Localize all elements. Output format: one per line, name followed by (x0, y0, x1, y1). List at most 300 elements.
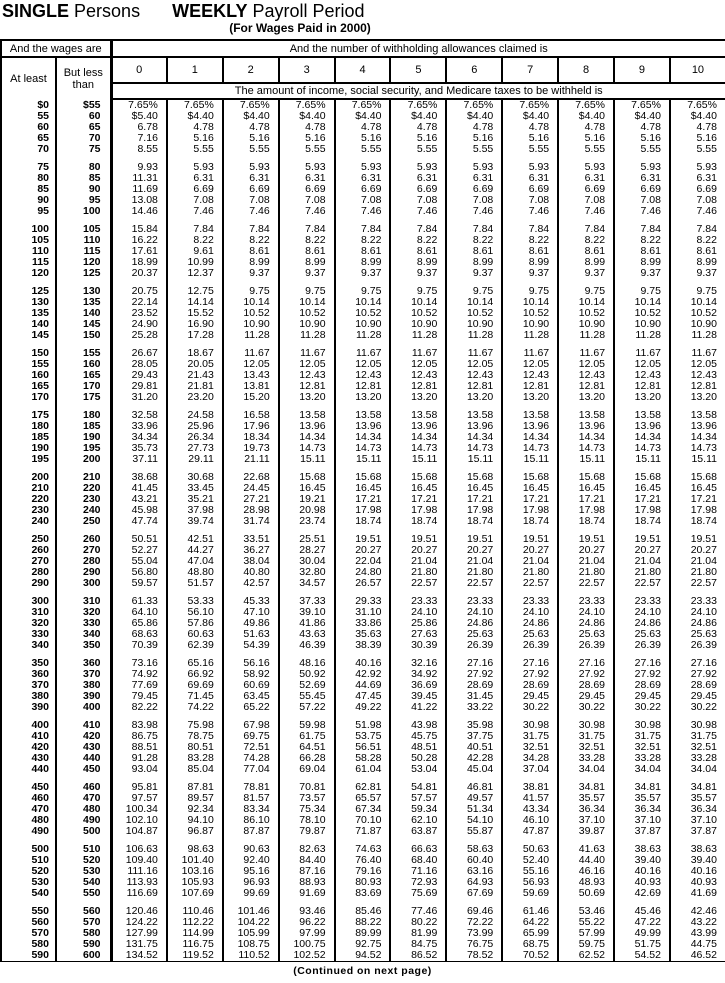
tax-value: 78.81 (223, 775, 279, 793)
tax-value: 13.58 (614, 403, 670, 421)
tax-value: 5.93 (167, 155, 223, 173)
tax-value: 76.75 (446, 939, 502, 950)
tax-value: 6.69 (446, 184, 502, 195)
wage-at-least: 200 (31, 471, 49, 483)
tax-value: 11.67 (279, 341, 335, 359)
wage-at-least: 320 (31, 618, 49, 629)
tax-value: 13.20 (446, 392, 502, 403)
tax-value: 59.69 (502, 888, 558, 899)
tax-value: 40.16 (335, 651, 391, 669)
table-row (1, 837, 725, 855)
tax-value: 93.04 (111, 764, 167, 775)
wage-but-less: 110 (56, 235, 111, 246)
table-row (1, 257, 725, 268)
tax-value: 26.39 (614, 640, 670, 651)
wage-but-less: 310 (56, 589, 111, 607)
tax-value: 19.51 (446, 527, 502, 545)
tax-value: 10.90 (390, 319, 446, 330)
tax-value: 9.75 (223, 279, 279, 297)
tax-value: 8.61 (446, 246, 502, 257)
tax-value: 92.34 (167, 804, 223, 815)
tax-value: 66.63 (390, 837, 446, 855)
tax-value: 50.69 (558, 888, 614, 899)
tax-value: 14.34 (558, 432, 614, 443)
tax-value: 73.99 (446, 928, 502, 939)
tax-value: 5.16 (279, 133, 335, 144)
wage-at-least: 185 (31, 432, 49, 443)
wage-at-least: 120 (31, 268, 49, 279)
tax-value: 30.22 (558, 702, 614, 713)
tax-value: 49.22 (335, 702, 391, 713)
tax-value: 13.58 (558, 403, 614, 421)
tax-value: 70.10 (335, 815, 391, 826)
table-row (1, 421, 725, 432)
title-weekly: WEEKLY (172, 1, 248, 21)
tax-value: 5.55 (335, 144, 391, 155)
tax-value: 6.69 (670, 184, 725, 195)
wage-but-less: 230 (56, 494, 111, 505)
tax-value: 11.28 (390, 330, 446, 341)
tax-value: 32.51 (670, 742, 725, 753)
tax-value: 13.81 (223, 381, 279, 392)
tax-value: 20.27 (670, 545, 725, 556)
wage-at-least: 190 (31, 443, 49, 454)
but-less-line2: than (72, 78, 94, 91)
tax-value: 26.67 (111, 341, 167, 359)
table-row (1, 545, 725, 556)
tax-value: 79.87 (279, 826, 335, 837)
tax-value: 59.57 (111, 578, 167, 589)
table-row (1, 297, 725, 308)
wage-but-less: 105 (56, 217, 111, 235)
tax-value: 102.52 (279, 950, 335, 962)
allowance-col-5: 5 (390, 57, 446, 83)
tax-value: 8.61 (390, 246, 446, 257)
tax-value: 88.93 (279, 877, 335, 888)
tax-value: 10.52 (502, 308, 558, 319)
but-less-than-label (56, 57, 111, 99)
tax-value: 6.69 (335, 184, 391, 195)
tax-value: 9.75 (335, 279, 391, 297)
tax-value: 8.61 (279, 246, 335, 257)
tax-value: 50.92 (279, 669, 335, 680)
wage-at-least: 580 (31, 939, 49, 950)
tax-value: 24.86 (670, 618, 725, 629)
tax-value: 22.57 (390, 578, 446, 589)
tax-value: 36.34 (614, 804, 670, 815)
table-row (1, 888, 725, 899)
tax-value: 15.11 (502, 454, 558, 465)
tax-value: 41.63 (558, 837, 614, 855)
tax-value: 27.16 (670, 651, 725, 669)
tax-value: 47.87 (502, 826, 558, 837)
wage-at-least: 310 (31, 607, 49, 618)
tax-value: 75.98 (167, 713, 223, 731)
tax-value: 46.81 (446, 775, 502, 793)
tax-value: 26.39 (558, 640, 614, 651)
allowance-col-6: 6 (446, 57, 502, 83)
tax-value: 13.58 (335, 403, 391, 421)
tax-value: 17.61 (111, 246, 167, 257)
wage-at-least: 470 (31, 804, 49, 815)
tax-value: 15.11 (614, 454, 670, 465)
wage-but-less: 520 (56, 855, 111, 866)
tax-value: 110.46 (167, 899, 223, 917)
tax-value: 34.28 (502, 753, 558, 764)
tax-value: 5.16 (390, 133, 446, 144)
tax-value: 10.52 (279, 308, 335, 319)
tax-value: 13.20 (335, 392, 391, 403)
tax-value: 10.90 (279, 319, 335, 330)
tax-value: 7.84 (446, 217, 502, 235)
table-row (1, 640, 725, 651)
allowance-col-10: 10 (670, 57, 725, 83)
tax-value: 51.75 (614, 939, 670, 950)
wage-at-least: 250 (31, 533, 49, 545)
tax-value: 4.78 (670, 122, 725, 133)
tax-value: 9.37 (614, 268, 670, 279)
tax-value: 9.37 (670, 268, 725, 279)
tax-value: 29.81 (111, 381, 167, 392)
tax-value: 102.10 (111, 815, 167, 826)
tax-value: 35.73 (111, 443, 167, 454)
tax-value: 7.84 (279, 217, 335, 235)
table-row (1, 939, 725, 950)
tax-value: 84.40 (279, 855, 335, 866)
tax-value: 69.04 (279, 764, 335, 775)
tax-value: 59.75 (558, 939, 614, 950)
allowance-col-7: 7 (502, 57, 558, 83)
tax-value: 44.27 (167, 545, 223, 556)
tax-value: 26.39 (670, 640, 725, 651)
tax-value: 19.51 (390, 527, 446, 545)
table-row (1, 775, 725, 793)
table-row (1, 826, 725, 837)
wage-but-less: 95 (56, 195, 111, 206)
tax-value: 6.31 (223, 173, 279, 184)
tax-value: 40.93 (670, 877, 725, 888)
tax-value: 13.96 (502, 421, 558, 432)
table-row (1, 793, 725, 804)
tax-value: 14.46 (111, 206, 167, 217)
tax-value: 107.69 (167, 888, 223, 899)
tax-value: 14.73 (335, 443, 391, 454)
tax-value: 17.96 (223, 421, 279, 432)
tax-value: 10.14 (670, 297, 725, 308)
wage-but-less: 140 (56, 308, 111, 319)
wage-but-less: 360 (56, 651, 111, 669)
tax-value: 67.34 (335, 804, 391, 815)
tax-value: 11.67 (446, 341, 502, 359)
tax-value: 19.51 (502, 527, 558, 545)
wage-but-less: 145 (56, 319, 111, 330)
tax-value: 14.73 (279, 443, 335, 454)
table-row (1, 505, 725, 516)
tax-value: 27.16 (614, 651, 670, 669)
tax-value: 124.22 (111, 917, 167, 928)
tax-value: 9.75 (614, 279, 670, 297)
table-row (1, 607, 725, 618)
wage-at-least: 90 (37, 195, 49, 206)
tax-value: 15.20 (223, 392, 279, 403)
tax-value: 50.51 (111, 527, 167, 545)
tax-value: 27.73 (167, 443, 223, 454)
wage-but-less: 155 (56, 341, 111, 359)
tax-value: 66.92 (167, 669, 223, 680)
tax-value: 32.58 (111, 403, 167, 421)
tax-value: 70.81 (279, 775, 335, 793)
wage-at-least: 155 (31, 359, 49, 370)
wage-at-least: 520 (31, 866, 49, 877)
tax-value: 56.93 (502, 877, 558, 888)
tax-value: 94.10 (167, 815, 223, 826)
tax-value: 71.87 (335, 826, 391, 837)
tax-value: 4.78 (614, 122, 670, 133)
tax-value: 4.78 (502, 122, 558, 133)
table-header (1, 40, 725, 99)
tax-value: 15.11 (279, 454, 335, 465)
subtitle-wages-paid: (For Wages Paid in 2000) (229, 21, 371, 35)
tax-value: 82.63 (279, 837, 335, 855)
tax-value: 8.22 (614, 235, 670, 246)
tax-value: 8.99 (558, 257, 614, 268)
tax-value: 22.57 (502, 578, 558, 589)
tax-value: 27.92 (446, 669, 502, 680)
tax-value: 70.52 (502, 950, 558, 962)
tax-value: 53.75 (335, 731, 391, 742)
wage-but-less: 290 (56, 567, 111, 578)
tax-value: 24.86 (614, 618, 670, 629)
tax-value: 29.43 (111, 370, 167, 381)
tax-value: 9.75 (279, 279, 335, 297)
wage-at-least: 340 (31, 640, 49, 651)
tax-value: 23.33 (390, 589, 446, 607)
tax-value: 88.22 (335, 917, 391, 928)
tax-value: 9.37 (335, 268, 391, 279)
tax-value: 35.98 (446, 713, 502, 731)
tax-value: 56.16 (223, 651, 279, 669)
tax-value: 9.75 (446, 279, 502, 297)
tax-value: 31.45 (446, 691, 502, 702)
tax-value: 95.16 (223, 866, 279, 877)
tax-value: 29.45 (502, 691, 558, 702)
tax-value: 19.51 (558, 527, 614, 545)
tax-value: 79.16 (335, 866, 391, 877)
tax-value: 46.10 (502, 815, 558, 826)
tax-value: 8.22 (223, 235, 279, 246)
tax-value: 12.05 (502, 359, 558, 370)
allowance-col-9: 9 (614, 57, 670, 83)
wage-but-less: 420 (56, 731, 111, 742)
tax-value: 134.52 (111, 950, 167, 962)
tax-value: 12.43 (335, 370, 391, 381)
tax-value: 32.51 (558, 742, 614, 753)
tax-value: 10.90 (335, 319, 391, 330)
wage-at-least: 165 (31, 381, 49, 392)
tax-value: 6.69 (502, 184, 558, 195)
wage-but-less: 60 (56, 111, 111, 122)
tax-value: 7.46 (670, 206, 725, 217)
tax-value: $4.40 (614, 111, 670, 122)
tax-value: 14.34 (502, 432, 558, 443)
tax-value: 5.93 (223, 155, 279, 173)
tax-value: 40.16 (614, 866, 670, 877)
tax-value: 43.22 (670, 917, 725, 928)
tax-value: 4.78 (335, 122, 391, 133)
tax-value: 12.05 (558, 359, 614, 370)
tax-value: 38.04 (223, 556, 279, 567)
tax-value: 76.40 (335, 855, 391, 866)
tax-value: 9.37 (223, 268, 279, 279)
tax-value: $4.40 (335, 111, 391, 122)
tax-value: 47.45 (335, 691, 391, 702)
tax-value: 23.33 (502, 589, 558, 607)
tax-value: 7.08 (670, 195, 725, 206)
tax-value: 127.99 (111, 928, 167, 939)
tax-value: 62.39 (167, 640, 223, 651)
tax-value: 6.31 (446, 173, 502, 184)
table-row (1, 483, 725, 494)
tax-value: 10.90 (614, 319, 670, 330)
header-top-row (1, 40, 725, 57)
tax-value: 39.45 (390, 691, 446, 702)
tax-value: 77.69 (111, 680, 167, 691)
title-payroll-period: Payroll Period (252, 1, 365, 21)
tax-value: 35.63 (335, 629, 391, 640)
wage-but-less: 85 (56, 173, 111, 184)
tax-value: 67.98 (223, 713, 279, 731)
tax-value: 86.10 (223, 815, 279, 826)
tax-value: 5.16 (223, 133, 279, 144)
tax-value: 12.81 (279, 381, 335, 392)
wage-but-less: 380 (56, 680, 111, 691)
tax-value: 35.21 (167, 494, 223, 505)
tax-value: 21.80 (614, 567, 670, 578)
tax-value: 30.68 (167, 465, 223, 483)
wage-at-least: 590 (31, 950, 49, 961)
tax-value: 6.31 (614, 173, 670, 184)
wage-but-less: 480 (56, 804, 111, 815)
wage-at-least: 75 (37, 161, 49, 173)
wage-at-least: 55 (37, 111, 49, 122)
tax-value: 9.37 (446, 268, 502, 279)
tax-value: 78.10 (279, 815, 335, 826)
tax-value: 25.63 (446, 629, 502, 640)
tax-value: 48.93 (558, 877, 614, 888)
tax-value: 5.93 (502, 155, 558, 173)
tax-value: 45.75 (390, 731, 446, 742)
tax-value: 84.75 (390, 939, 446, 950)
wage-at-least: 140 (31, 319, 49, 330)
table-row (1, 556, 725, 567)
table-row (1, 516, 725, 527)
tax-value: 86.75 (111, 731, 167, 742)
tax-value: 32.80 (279, 567, 335, 578)
table-row (1, 195, 725, 206)
wage-but-less: 560 (56, 899, 111, 917)
tax-value: 85.04 (167, 764, 223, 775)
tax-value: 42.28 (446, 753, 502, 764)
tax-value: 100.75 (279, 939, 335, 950)
tax-value: 91.28 (111, 753, 167, 764)
tax-value: 45.33 (223, 589, 279, 607)
tax-value: 4.78 (223, 122, 279, 133)
tax-value: 120.46 (111, 899, 167, 917)
tax-value: 43.34 (502, 804, 558, 815)
tax-value: 44.40 (558, 855, 614, 866)
tax-value: 17.98 (390, 505, 446, 516)
tax-value: 27.21 (223, 494, 279, 505)
tax-value: 15.68 (390, 465, 446, 483)
tax-value: 21.80 (670, 567, 725, 578)
tax-value: 8.22 (670, 235, 725, 246)
tax-value: 68.63 (111, 629, 167, 640)
tax-value: 63.45 (223, 691, 279, 702)
table-row (1, 713, 725, 731)
wage-but-less: 165 (56, 370, 111, 381)
tax-value: 20.27 (390, 545, 446, 556)
tax-value: 6.69 (167, 184, 223, 195)
wage-at-least: 280 (31, 567, 49, 578)
tax-value: 17.21 (558, 494, 614, 505)
tax-value: 43.21 (111, 494, 167, 505)
tax-value: 10.14 (223, 297, 279, 308)
tax-value: 8.61 (558, 246, 614, 257)
tax-value: 14.34 (670, 432, 725, 443)
tax-value: 16.45 (558, 483, 614, 494)
table-row (1, 246, 725, 257)
wage-at-least: 85 (37, 184, 49, 195)
wage-but-less: 180 (56, 403, 111, 421)
tax-value: 60.40 (446, 855, 502, 866)
tax-value: 83.28 (167, 753, 223, 764)
allowance-col-4: 4 (335, 57, 391, 83)
tax-value: 4.78 (558, 122, 614, 133)
table-row (1, 144, 725, 155)
tax-value: 21.04 (614, 556, 670, 567)
tax-value: 5.55 (614, 144, 670, 155)
tax-value: 10.99 (167, 257, 223, 268)
tax-value: 24.45 (223, 483, 279, 494)
tax-value: 6.69 (614, 184, 670, 195)
tax-value: 7.08 (502, 195, 558, 206)
tax-value: 13.20 (558, 392, 614, 403)
tax-value: 13.20 (390, 392, 446, 403)
tax-value: 72.93 (390, 877, 446, 888)
tax-value: 40.93 (614, 877, 670, 888)
tax-value: 7.84 (390, 217, 446, 235)
tax-value: 12.05 (614, 359, 670, 370)
tax-value: 13.96 (614, 421, 670, 432)
wage-but-less: 350 (56, 640, 111, 651)
tax-value: 8.99 (670, 257, 725, 268)
wage-at-least: 195 (31, 454, 49, 465)
header-columns-row (1, 57, 725, 83)
tax-value: 33.28 (558, 753, 614, 764)
tax-value: $4.40 (390, 111, 446, 122)
wage-but-less: 260 (56, 527, 111, 545)
tax-value: 37.04 (502, 764, 558, 775)
tax-value: 4.78 (167, 122, 223, 133)
tax-value: 60.69 (223, 680, 279, 691)
wage-but-less: 240 (56, 505, 111, 516)
tax-value: 10.52 (223, 308, 279, 319)
tax-value: 34.04 (558, 764, 614, 775)
tax-value: 21.04 (670, 556, 725, 567)
tax-value: 47.10 (223, 607, 279, 618)
wage-at-least: 440 (31, 764, 49, 775)
tax-value: 24.10 (390, 607, 446, 618)
